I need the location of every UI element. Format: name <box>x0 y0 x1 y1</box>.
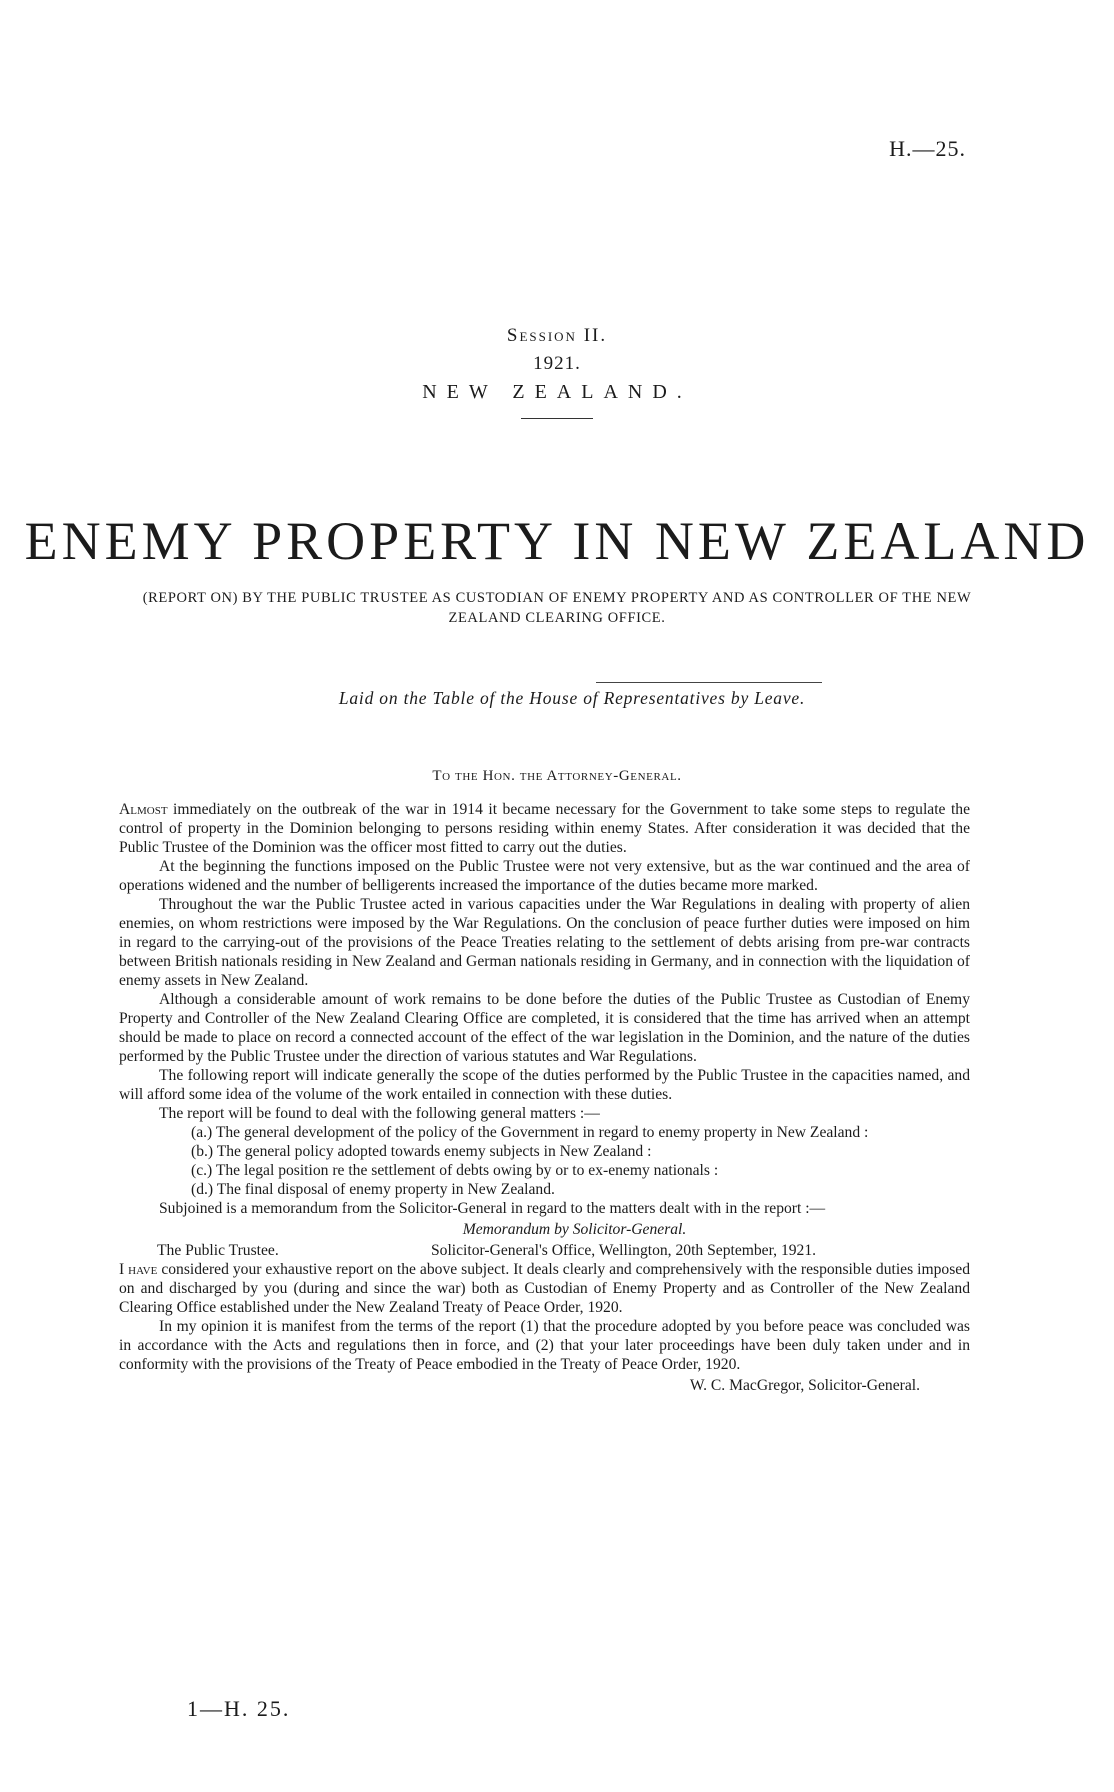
report-paragraph: Although a considerable amount of work remains to be done before the duties of the Public Trustee as Custodian of Enemy Property and Controller of the New Zealand Clearing Office are completed, it is considered that the time has arrived when an attempt should be made to place on record a connected account of the effect of the war legislation in the Dominion, and the nature of the duties performed by the Public Trustee under the direction of various statutes and War Regulations. <box>119 991 970 1065</box>
list-item <box>119 1123 970 1142</box>
signature-line: W. C. MacGregor, Solicitor-General. <box>689 1377 920 1394</box>
document-title: ENEMY PROPERTY IN NEW ZEALAND <box>24 511 1090 571</box>
report-paragraph <box>119 800 970 857</box>
list-item-text: The final disposal of enemy property in New Zealand. <box>216 1181 555 1198</box>
report-paragraph: At the beginning the functions imposed on the Public Trustee were not very extensive, but as the war continued and the area of operations widened and the number of belligerents increased the importance of the duties became more marked. <box>119 858 970 894</box>
list-item-text: The general development of the policy of the Government in regard to enemy property in New Zealand : <box>215 1124 869 1141</box>
laid-on-table-note: Laid on the Table of the House of Representatives by Leave. <box>338 688 806 708</box>
memorandum-paragraph: In my opinion it is manifest from the terms of the report (1) that the procedure adopted by you before peace was concluded was in accordance with the Acts and regulations then in force, and (2) that your later proceedings have been duly taken under and in conformity with the provisions of the Treaty of Peace embodied in the Treaty of Peace Order, 1920. <box>119 1318 970 1373</box>
list-item-text: The general policy adopted towards enemy subjects in New Zealand : <box>216 1143 652 1160</box>
divider <box>596 682 822 683</box>
memorandum-header <box>119 1241 970 1260</box>
page-reference: H.—25. <box>889 136 966 161</box>
list-item <box>119 1161 970 1180</box>
session-block <box>0 322 1114 419</box>
paper-code: 1—H. 25. <box>187 1696 291 1721</box>
list-marker: (a.) <box>191 1124 213 1141</box>
session-year: 1921. <box>533 353 581 374</box>
list-item-text: The legal position re the settlement of debts owing by or to ex-enemy nationals : <box>215 1162 719 1179</box>
list-marker: (d.) <box>191 1181 214 1198</box>
divider <box>521 418 593 419</box>
report-paragraph: Throughout the war the Public Trustee acted in various capacities under the War Regulations in dealing with property of alien enemies, on whom restrictions were imposed by the War Regulations. On the conclusion of peace further duties were imposed on him in regard to the carrying-out of the provisions of the Peace Treaties relating to the settlement of debts arising from pre-war contracts between British nationals residing in New Zealand and German nationals residing in Germany, and in connection with the liquidation of enemy assets in New Zealand. <box>119 896 970 989</box>
report-body <box>119 800 970 1395</box>
memorandum-heading: Memorandum by Solicitor-General. <box>462 1221 687 1238</box>
paragraph-lead: Almost <box>119 801 168 818</box>
paragraph-lead: I have <box>119 1261 158 1278</box>
report-paragraph: The following report will indicate generally the scope of the duties performed by the Public Trustee in the capacities named, and will afford some idea of the volume of the work entailed in connection with these duties. <box>119 1067 970 1103</box>
session-label: Session II. <box>506 325 608 346</box>
list-marker: (c.) <box>191 1162 213 1179</box>
memorandum-addressee: The Public Trustee. <box>157 1242 279 1259</box>
subjoined-paragraph: Subjoined is a memorandum from the Solicitor-General in regard to the matters dealt with in the report :— <box>159 1200 826 1217</box>
paragraph-text: considered your exhaustive report on the above subject. It deals clearly and comprehensively with the responsible duties imposed on and discharged by you (during and since the war) both as Custodian of Enemy Property and as Controller of the New Zealand Clearing Office established under the New Zealand Treaty of Peace Order, 1920. <box>119 1261 970 1316</box>
report-paragraph: The report will be found to deal with the following general matters :— <box>159 1105 600 1122</box>
addressee-heading: To the Hon. the Attorney-General. <box>432 768 682 784</box>
list-item <box>119 1180 970 1199</box>
memorandum-paragraph <box>119 1260 970 1317</box>
country-name: NEW ZEALAND. <box>422 381 692 403</box>
document-subtitle: (REPORT ON) BY THE PUBLIC TRUSTEE AS CUSTODIAN OF ENEMY PROPERTY AND AS CONTROLLER OF THE NEW ZEALAND CLEARING OFFICE. <box>142 590 972 626</box>
matters-list <box>119 1123 970 1199</box>
list-marker: (b.) <box>191 1143 214 1160</box>
memorandum-place-date: Solicitor-General's Office, Wellington, 20th September, 1921. <box>431 1242 817 1259</box>
list-item <box>119 1142 970 1161</box>
paragraph-text: immediately on the outbreak of the war in 1914 it became necessary for the Government to take some steps to regulate the control of property in the Dominion belonging to persons residing within enemy States. After consideration it was decided that the Public Trustee of the Dominion was the officer most fitted to carry out the duties. <box>119 801 970 856</box>
